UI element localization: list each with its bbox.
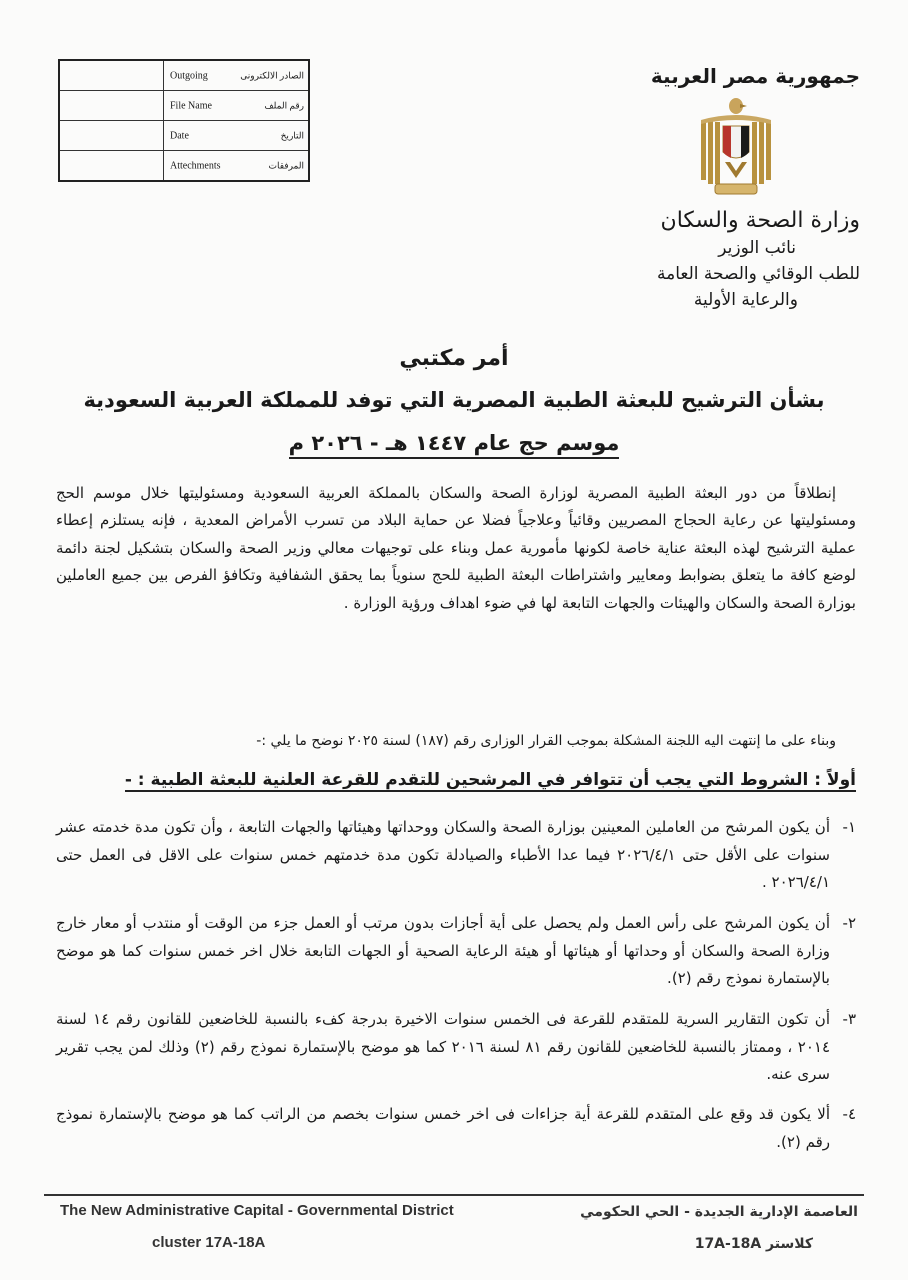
ref-label-ar: التاريخ bbox=[280, 130, 304, 140]
ref-value-file-name bbox=[59, 91, 164, 121]
condition-number: ٣- bbox=[842, 1010, 856, 1028]
ref-label-en: Attechments bbox=[170, 160, 221, 171]
ref-label-en: Outgoing bbox=[170, 70, 208, 81]
document-subject: بشأن الترشيح للبعثة الطبية المصرية التي توفد للمملكة العربية السعودية bbox=[83, 388, 825, 412]
footer-address-ar: العاصمة الإدارية الجديدة - الحي الحكومي bbox=[580, 1204, 858, 1220]
condition-number: ٢- bbox=[842, 914, 856, 932]
intro-paragraph: إنطلاقاً من دور البعثة الطبية المصرية لوزارة الصحة والسكان بالمملكة العربية السعودية ومسئوليتها خلال موسم الحج ومسئوليتها عن رعاية الحجاج المصريين وقائياً وعلاجياً فضلا عن حماية البلاد من تسرب الأمراض المعدية ، فإنه يستلزم إعطاء عملية الترشيح لهذه البعثة عناية خاصة لكونها مأمورية عمل وبناء على توجيهات معالي وزير الصحة والسكان بتشكيل لجنة دائمة لوضع كافة ما يتعلق بضوابط ومعايير واشتراطات البعثة الطبية للحج سنوياً بما يحقق الشفافية وتكافؤ الفرص بين جميع العاملين بوزارة الصحة والسكان والهيئات والجهات التابعة لها في ضوء اهداف ورؤية الوزارة . bbox=[56, 484, 856, 612]
ref-row-outgoing bbox=[59, 60, 309, 91]
condition-item bbox=[56, 910, 856, 993]
condition-item bbox=[56, 814, 856, 897]
decision-reference-paragraph: وبناء على ما إنتهت اليه اللجنة المشكلة بموجب القرار الوزارى رقم (١٨٧) لسنة ٢٠٢٥ نوضح ما يلي :- bbox=[256, 733, 836, 749]
reference-table bbox=[58, 59, 310, 182]
condition-number: ١- bbox=[842, 818, 856, 836]
ref-label-en: File Name bbox=[170, 100, 212, 111]
document-season bbox=[0, 431, 908, 455]
deputy-minister-title: نائب الوزير bbox=[718, 238, 796, 258]
footer-cluster-en: cluster 17A-18A bbox=[152, 1234, 266, 1251]
egypt-eagle-emblem-icon bbox=[695, 92, 777, 204]
ref-label-en: Date bbox=[170, 130, 189, 141]
ref-label-ar: رقم الملف bbox=[264, 100, 304, 110]
condition-text: أن يكون المرشح على رأس العمل ولم يحصل على أية أجازات بدون مرتب أو العمل جزء من الوقت أو منتدب أو معار خارج وزارة الصحة والسكان أو وحداتها أو هيئاتها أو هيئة الرعاية الصحية أو الجهات التابعة خلال اخر خمس سنوات كما هو موضح بالإستمارة نموذج رقم (٢). bbox=[56, 914, 830, 988]
ref-label-ar: الصادر الالكترونى bbox=[240, 70, 304, 80]
ref-row-date bbox=[59, 121, 309, 151]
ref-label-ar: المرفقات bbox=[268, 160, 304, 170]
ref-row-attachments bbox=[59, 151, 309, 182]
ministry-name: وزارة الصحة والسكان bbox=[660, 208, 860, 233]
condition-text: أن تكون التقارير السرية للمتقدم للقرعة فى الخمس سنوات الاخيرة بدرجة كفء بالنسبة للخاضعين للقانون رقم ١٤ لسنة ٢٠١٤ ، وممتاز بالنسبة للخاضعين للقانون رقم ٨١ لسنة ٢٠١٦ كما هو موضح بالإستمارة نموذج رقم (٢) وذلك لمن يجب تقرير سرى عنه. bbox=[56, 1010, 831, 1084]
ref-value-attachments bbox=[59, 151, 164, 182]
season-text: موسم حج عام ١٤٤٧ هـ - ٢٠٢٦ م bbox=[289, 431, 620, 459]
condition-item bbox=[56, 1101, 856, 1156]
condition-number: ٤- bbox=[842, 1105, 856, 1123]
footer-address-en: The New Administrative Capital - Governmental District bbox=[60, 1202, 454, 1219]
ref-value-date bbox=[59, 121, 164, 151]
section-heading bbox=[56, 770, 856, 790]
ref-row-file-name bbox=[59, 91, 309, 121]
condition-text: ألا يكون قد وقع على المتقدم للقرعة أية جزاءات فى اخر خمس سنوات بخصم من الراتب كما هو موضح بالإستمارة نموذج رقم (٢). bbox=[56, 1105, 830, 1151]
section-heading-text: أولاً : الشروط التي يجب أن تتوافر في المرشحين للتقدم للقرعة العلنية للبعثة الطبية : - bbox=[124, 770, 856, 790]
footer-divider bbox=[44, 1194, 864, 1196]
condition-item bbox=[56, 1006, 856, 1089]
condition-text: أن يكون المرشح من العاملين المعينين بوزارة الصحة والسكان ووحداتها وهيئاتها والجهات التابعة ، وأن تكون مدة خدمته عشر سنوات على الأقل حتى ٢٠٢٦/٤/١ فيما عدا الأطباء والصيادلة تكون مدة خدمتهم خمس سنوات على الاقل فى العمل حتى ٢٠٢٦/٤/١ . bbox=[56, 818, 830, 892]
document-title: أمر مكتبي bbox=[399, 346, 509, 371]
footer-cluster-ar: كلاستر 17A-18A bbox=[694, 1236, 813, 1252]
ref-value-outgoing bbox=[59, 60, 164, 91]
republic-name: جمهورية مصر العربية bbox=[650, 64, 860, 88]
sector-line-1: للطب الوقائي والصحة العامة bbox=[657, 264, 860, 284]
sector-line-2: والرعاية الأولية bbox=[693, 290, 798, 310]
